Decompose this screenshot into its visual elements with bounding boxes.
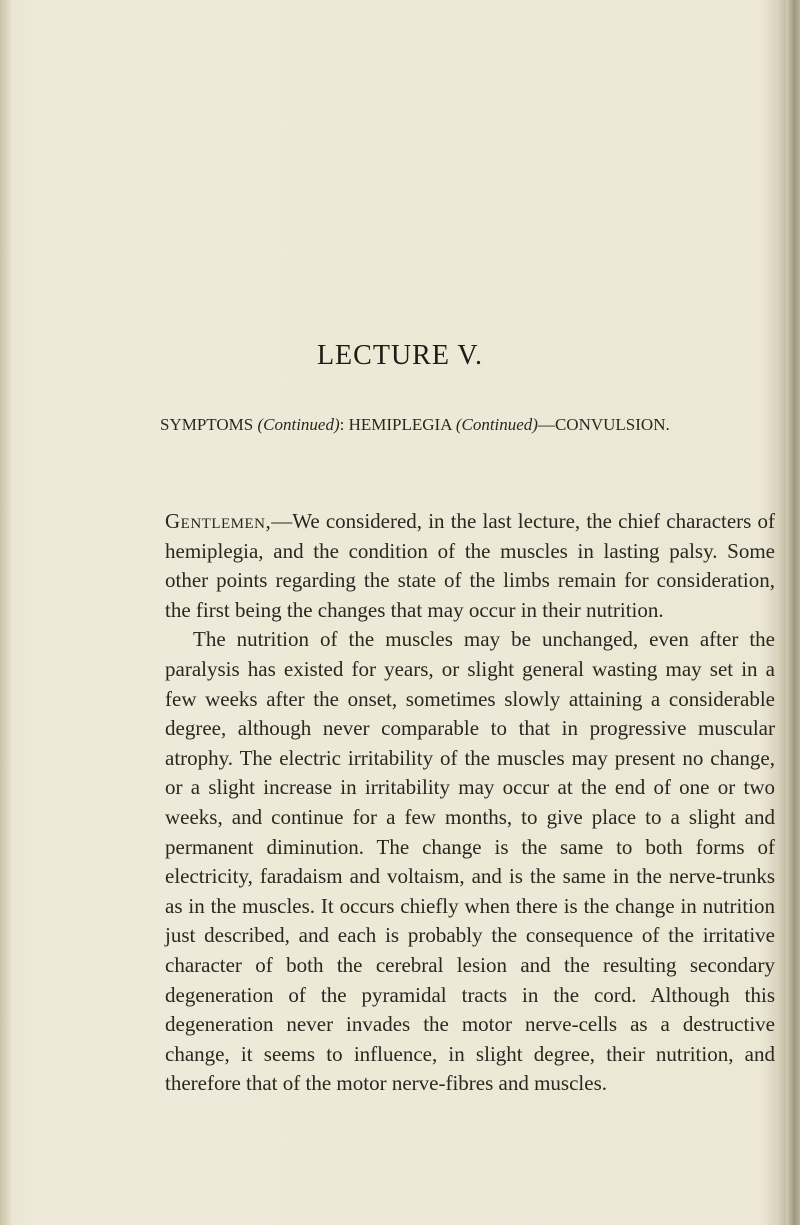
paragraph-2: The nutrition of the muscles may be unchanged, even after the paralysis has existed for years, or slight general wasting may set in a few weeks after the onset, sometimes slowly attaining a considerable degree, although never comparable to that in progressive muscular atrophy. The electric irritability of the muscles may present no change, or a slight increase in irritability may occur at the end of one or two weeks, and continue for a few months, to give place to a slight and permanent diminution. The change is the same to both forms of electricity, faradaism and voltaism, and is the same in the nerve-trunks as in the muscles. It occurs chiefly when there is the change in nutrition just described, and each is probably the consequence of the irritative character of both the cerebral lesion and the resulting secondary degeneration of the pyramidal tracts in the cord. Although this degeneration never invades the motor nerve-cells as a destructive change, it seems to influence, in slight degree, their nutrition, and therefore that of the motor nerve-fibres and muscles. [165, 627, 775, 1096]
page-edge [786, 0, 800, 1225]
subtitle-continued-1: (Continued) [257, 415, 340, 434]
lecture-subtitle [160, 415, 780, 435]
subtitle-hemiplegia: : HEMIPLEGIA [339, 415, 452, 434]
subtitle-continued-2: (Continued) [455, 415, 538, 434]
subtitle-convulsion: —CONVULSION. [537, 415, 670, 434]
page-gutter [0, 0, 10, 1225]
subtitle-symptoms: SYMPTOMS [160, 415, 254, 434]
paragraph-1-text: —We considered, in the last lecture, the chief characters of hemiplegia, and the condition of the muscles in lasting palsy. Some other points regarding the state of the limbs remain for consideration, the first being the changes that may occur in their nutrition. [165, 509, 775, 622]
salutation: Gentlemen, [165, 509, 272, 533]
paragraph-1 [165, 507, 775, 625]
body-text [165, 507, 775, 1099]
lecture-title: LECTURE V. [316, 340, 484, 371]
